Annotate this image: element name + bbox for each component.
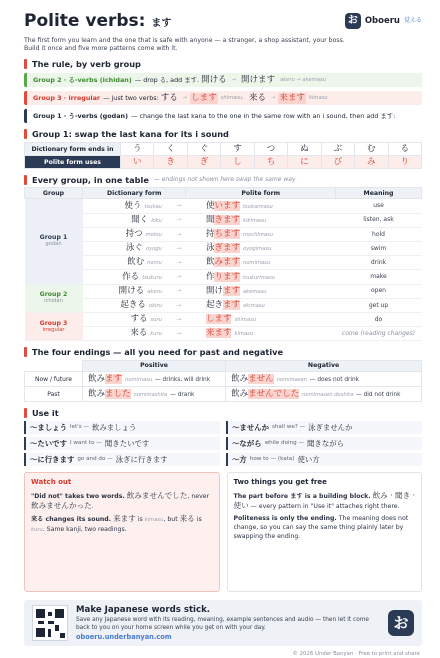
section-title: The four endings — all you need for past and negative [32, 346, 284, 357]
kana-cell: ち [254, 156, 287, 169]
footer: © 2026 Under Banyan · Free to print and share [292, 651, 420, 658]
arrow: → [172, 284, 186, 298]
table-row [25, 312, 422, 326]
kana-cell: し [221, 156, 254, 169]
negative-cell: 飲みませんでした nomimasen deshita — did not drink [226, 387, 422, 402]
column-header: Group [25, 188, 83, 199]
column-header-negative: Negative [226, 361, 422, 372]
table-row [25, 284, 422, 298]
watch-out-point: 来る changes its sound. 来ます is kimasu, but 来る is kuru. Same kanji, two readings. [31, 514, 202, 534]
section-marker [24, 408, 27, 418]
promo-link[interactable]: oboeru.underbanyan.com [76, 632, 172, 641]
watch-out-box [24, 472, 220, 592]
polite-form: 持ちます mochimasu [186, 227, 336, 241]
section-note: — endings not shown here swap the same way [153, 176, 296, 184]
promo-text [76, 605, 380, 641]
group-2-cell: Group 2 ichidan [25, 284, 83, 312]
free-thing-point: Politeness is only the ending. The meaning does not change, so you can say the same thing plainly later by swapping the ending. [233, 515, 409, 541]
dictionary-form: 起きる okiru [83, 298, 172, 312]
pattern-item: 〜ながら while doing — 聞きながら [226, 437, 422, 450]
tips-boxes [24, 472, 422, 592]
table-row [25, 372, 422, 387]
kana-cell: り [388, 156, 422, 169]
section-title: The rule, by verb group [32, 58, 141, 69]
arrow: → [172, 227, 186, 241]
kana-cell: る [388, 143, 422, 156]
kana-cell: ぬ [288, 143, 321, 156]
dictionary-form: 泳ぐ oyogu [83, 241, 172, 255]
arrow: → [172, 298, 186, 312]
rule-group-1 [24, 109, 422, 123]
rule-example-dict: する [160, 93, 178, 104]
rule-label: Group 2 · る-verbs (ichidan) [33, 76, 132, 85]
section-marker [24, 129, 27, 139]
table-header-row [25, 188, 422, 199]
rule-text: — just two verbs: [103, 94, 159, 103]
polite-form: 開けます akemasu [186, 284, 336, 298]
rule-example-polite: します [191, 93, 217, 104]
rule-example-polite: 来ます [279, 93, 305, 104]
group-1-cell: Group 1 godan [25, 199, 83, 284]
row-header: Polite form uses [25, 156, 121, 169]
meaning: hold [336, 227, 422, 241]
use-it-grid [24, 421, 422, 466]
intro-line-2: Build it once and five more patterns come with it. [24, 45, 178, 53]
rule-example-romaji: shimasu, [220, 95, 244, 102]
promo-title: Make Japanese words stick. [76, 605, 211, 616]
rule-text: — change the last kana to the one in the same row with an i sound, then add ます: [131, 112, 396, 121]
arrow: → [270, 95, 276, 102]
pattern-item: 〜に行きます go and do — 泳ぎに行きます [24, 453, 220, 466]
table-row [25, 270, 422, 284]
meaning: swim [336, 241, 422, 255]
polite-form: 飲みます nomimasu [186, 256, 336, 270]
table-row [25, 199, 422, 213]
dictionary-form: 聞く kiku [83, 213, 172, 227]
polite-form: します shimasu [186, 312, 336, 326]
table-row [25, 241, 422, 255]
rule-example-romaji: akeru → akemasu [279, 77, 326, 84]
section-rules [24, 58, 422, 69]
watch-out-point: "Did not" takes two words. 飲みませんでした, never 飲みませんかった. [31, 491, 210, 511]
arrow: → [172, 312, 186, 326]
row-header: Dictionary form ends in [25, 143, 121, 156]
kana-cell: つ [254, 143, 287, 156]
pattern-item: 〜ませんか shall we? — 泳ぎませんか [226, 421, 422, 434]
dictionary-form: 持つ motsu [83, 227, 172, 241]
meaning: drink [336, 256, 422, 270]
page-title: Polite verbs: ます [24, 11, 172, 31]
kana-cell: む [355, 143, 388, 156]
dictionary-form: する suru [83, 312, 172, 326]
dictionary-form: 開ける akeru [83, 284, 172, 298]
kana-cell: き [154, 156, 187, 169]
brand-logo-icon: お [345, 13, 361, 29]
row-label: Past [25, 387, 83, 402]
polite-form: 聞きます kikimasu [186, 213, 336, 227]
polite-form: 泳ぎます oyogimasu [186, 241, 336, 255]
kana-cell: ぎ [187, 156, 220, 169]
negative-cell: 飲みません nomimasen — does not drink [226, 372, 422, 387]
kana-cell: い [121, 156, 154, 169]
row-label: Now / future [25, 372, 83, 387]
kana-cell: う [121, 143, 154, 156]
free-thing-point: The part before ます is a building block. 飲み · 聞き · 使い — every pattern in "Use it" attaches right there. [233, 491, 416, 511]
kana-cell: ぶ [321, 143, 354, 156]
brand-name: Oboeru [364, 15, 400, 26]
section-title: Use it [32, 407, 59, 418]
column-header: Polite form [186, 188, 336, 199]
app-logo-icon: お [388, 610, 414, 636]
pattern-item: 〜方 how to — (kata) 使い方 [226, 453, 422, 466]
promo-body: Save any Japanese word with its reading, meaning, example sentences and audio — then let it come back to you on your home screen while you get on with your day. [76, 617, 369, 631]
table-row [25, 256, 422, 270]
arrow: → [172, 256, 186, 270]
section-swap [24, 128, 422, 139]
polite-form: 来ます kimasu [186, 327, 336, 341]
kana-cell: ぐ [187, 143, 220, 156]
qr-code-icon [32, 605, 68, 641]
arrow: → [231, 77, 236, 84]
rule-label: Group 1 · う-verbs (godan) [33, 112, 129, 121]
table-row [25, 298, 422, 312]
section-marker [24, 175, 27, 185]
rule-example-dict: 来る [248, 93, 266, 104]
section-use-it [24, 407, 422, 418]
swap-row-dictionary [25, 143, 422, 156]
table-header-row [25, 361, 422, 372]
section-groups [24, 174, 422, 185]
table-row [25, 227, 422, 241]
kana-cell: み [355, 156, 388, 169]
blank-header [25, 361, 83, 372]
section-marker [24, 59, 27, 69]
rule-label: Group 3 · irregular [33, 94, 101, 103]
arrow: → [182, 95, 188, 102]
section-marker [24, 347, 27, 357]
arrow: → [172, 199, 186, 213]
polite-form: 使います tsukaimasu [186, 199, 336, 213]
dictionary-form: 飲む nomu [83, 256, 172, 270]
rule-example-romaji: kimasu [308, 95, 328, 102]
kana-cell: に [288, 156, 321, 169]
section-title: Every group, in one table [32, 174, 149, 185]
arrow: → [172, 327, 186, 341]
arrow: → [172, 270, 186, 284]
dictionary-form: 作る tsukuru [83, 270, 172, 284]
rule-example-polite: 開けます [240, 75, 275, 86]
meaning: come (reading changes) [336, 327, 422, 341]
table-row [25, 387, 422, 402]
kana-cell: く [154, 143, 187, 156]
positive-cell: 飲みました nomimashita — drank [83, 387, 226, 402]
meaning: make [336, 270, 422, 284]
four-endings-table [24, 360, 422, 402]
positive-cell: 飲みます nomimasu — drinks, will drink [83, 372, 226, 387]
meaning: use [336, 199, 422, 213]
groups-table [24, 187, 422, 341]
column-header: Meaning [336, 188, 422, 199]
swap-table [24, 142, 422, 169]
table-row [25, 327, 422, 341]
rule-text: — drop る, add ます. [134, 76, 200, 85]
kana-cell: す [221, 143, 254, 156]
box-title: Two things you get free [233, 478, 327, 487]
section-four-endings [24, 346, 422, 357]
arrow: → [172, 241, 186, 255]
box-title: Watch out [31, 478, 72, 487]
brand [345, 13, 422, 29]
meaning: open [336, 284, 422, 298]
arrow: → [172, 213, 186, 227]
page-title-jp: ます [151, 18, 172, 29]
column-header-positive: Positive [83, 361, 226, 372]
section-title: Group 1: swap the last kana for its i sound [32, 128, 229, 139]
polite-form: 作ります tsukurimasu [186, 270, 336, 284]
rule-group-3 [24, 91, 422, 105]
rule-example-dict: 開ける [201, 75, 227, 86]
swap-row-polite [25, 156, 422, 169]
free-things-box [227, 472, 423, 592]
promo-banner [24, 600, 422, 646]
header [24, 10, 422, 36]
meaning: do [336, 312, 422, 326]
dictionary-form: 使う tsukau [83, 199, 172, 213]
brand-sub: 覚える [403, 17, 422, 25]
column-header: Dictionary form [83, 188, 186, 199]
pattern-item: 〜ましょう let's — 飲みましょう [24, 421, 220, 434]
intro-line-1: The first form you learn and the one that is safe with anyone — a stranger, a shop assistant, your boss. [24, 37, 345, 44]
rule-group-2 [24, 73, 422, 87]
meaning: get up [336, 298, 422, 312]
intro [24, 37, 422, 53]
kana-cell: び [321, 156, 354, 169]
meaning: listen, ask [336, 213, 422, 227]
dictionary-form: 来る kuru [83, 327, 172, 341]
group-3-cell: Group 3 irregular [25, 312, 83, 340]
polite-form: 起きます okimasu [186, 298, 336, 312]
table-row [25, 213, 422, 227]
pattern-item: 〜たいです I want to — 聞きたいです [24, 437, 220, 450]
